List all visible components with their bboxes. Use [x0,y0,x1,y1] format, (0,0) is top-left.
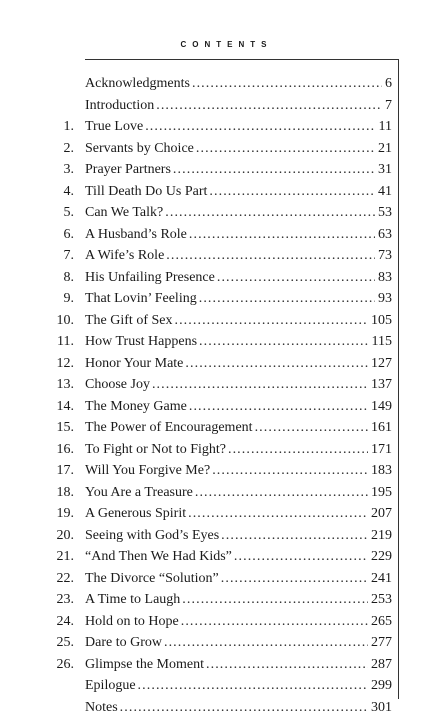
toc-line [85,73,392,95]
toc-line [85,116,392,138]
toc-line [85,632,392,654]
chapter-number: 26. [56,656,74,672]
page-number: 301 [371,699,392,715]
chapter-title: You Are a Treasure [85,484,193,500]
toc-line [85,224,392,246]
chapter-title: Notes [85,699,118,715]
dot-leader [182,589,368,611]
toc-entry [0,181,447,203]
dot-leader [188,503,368,525]
page-number: 31 [378,162,392,177]
toc-entry [0,482,447,504]
chapter-title: The Power of Encouragement [85,420,253,435]
page-number: 219 [371,527,392,543]
page-number: 21 [378,140,392,156]
chapter-title: The Money Game [85,398,187,414]
toc-entry [0,589,447,611]
dot-leader [217,267,375,289]
dot-leader [255,417,368,439]
toc-entry [0,439,447,461]
chapter-title: Till Death Do Us Part [85,183,208,199]
toc-line [85,460,392,482]
chapter-number: 6. [63,226,74,242]
page-number: 115 [371,334,392,349]
toc-line [85,589,392,611]
page-number: 229 [371,549,392,564]
page-number: 299 [371,678,392,693]
chapter-title: Prayer Partners [85,162,171,177]
page-number: 63 [378,226,392,242]
page-number: 53 [378,205,392,220]
dot-leader [173,159,375,181]
chapter-title: Glimpse the Moment [85,656,204,672]
chapter-title: Epilogue [85,678,136,693]
toc-line [85,568,392,590]
page-number: 287 [371,656,392,672]
dot-leader [156,95,382,117]
chapter-title: A Generous Spirit [85,506,187,521]
toc-line [85,181,392,203]
chapter-title: Can We Talk? [85,205,164,220]
page-number: 207 [371,506,392,521]
dot-leader [199,331,369,353]
toc-line [85,417,392,439]
toc-entry [0,503,447,525]
chapter-number: 22. [56,570,74,586]
chapter-title: A Time to Laugh [85,592,181,607]
chapter-title: True Love [85,119,144,134]
chapter-number: 11. [57,334,74,349]
page-number: 11 [378,119,392,134]
page-number: 195 [371,484,392,500]
toc-entry [0,697,447,719]
toc-line [85,396,392,418]
chapter-number: 1. [63,119,74,134]
dot-leader [189,396,368,418]
toc-entry [0,310,447,332]
toc-line [85,525,392,547]
dot-leader [199,288,375,310]
page-number: 253 [371,592,392,607]
dot-leader [209,181,375,203]
chapter-number: 19. [56,506,74,521]
toc-entry [0,374,447,396]
dot-leader [152,374,368,396]
chapter-number: 7. [63,248,74,263]
dot-leader [174,310,368,332]
toc-entry [0,675,447,697]
chapter-number: 4. [63,183,74,199]
toc-entry [0,116,447,138]
page-heading: CONTENTS [180,40,273,49]
chapter-number: 14. [56,398,74,414]
toc-entry [0,546,447,568]
page-number: 93 [378,291,392,306]
chapter-title: Acknowledgments [85,76,190,91]
chapter-number: 24. [56,613,74,629]
toc-line [85,288,392,310]
chapter-title: His Unfailing Presence [85,269,215,285]
dot-leader [221,525,368,547]
toc-line [85,611,392,633]
toc-entry [0,138,447,160]
toc-line [85,310,392,332]
page-number: 161 [371,420,392,435]
page-number: 149 [371,398,392,414]
page-number: 6 [385,76,392,91]
toc-entry [0,611,447,633]
chapter-title: “And Then We Had Kids” [85,549,232,564]
chapter-title: To Fight or Not to Fight? [85,441,226,457]
toc-line [85,353,392,375]
toc-line [85,697,392,719]
dot-leader [195,482,368,504]
toc-entry [0,288,447,310]
toc-line [85,503,392,525]
page-number: 137 [371,377,392,392]
page-number: 105 [371,312,392,328]
page-number: 41 [378,183,392,199]
page-number: 241 [371,570,392,586]
toc-line [85,482,392,504]
dot-leader [185,353,368,375]
chapter-number: 8. [63,269,74,285]
chapter-title: Seeing with God’s Eyes [85,527,220,543]
toc-line [85,138,392,160]
page-number: 183 [371,463,392,478]
chapter-title: Choose Joy [85,377,150,392]
chapter-title: A Wife’s Role [85,248,165,263]
table-of-contents [0,73,447,718]
chapter-number: 25. [56,635,74,650]
chapter-number: 23. [56,592,74,607]
dot-leader [206,654,368,676]
toc-line [85,245,392,267]
chapter-title: Honor Your Mate [85,355,184,371]
chapter-number: 3. [63,162,74,177]
dot-leader [189,224,375,246]
toc-line [85,374,392,396]
page-number: 265 [371,613,392,629]
dot-leader [165,202,375,224]
chapter-number: 2. [63,140,74,156]
toc-entry [0,396,447,418]
dot-leader [181,611,368,633]
page-number: 127 [371,355,392,371]
chapter-title: Hold on to Hope [85,613,179,629]
page-number: 83 [378,269,392,285]
chapter-title: How Trust Happens [85,334,198,349]
chapter-number: 5. [63,205,74,220]
toc-entry [0,417,447,439]
dot-leader [166,245,375,267]
chapter-title: Introduction [85,97,155,113]
toc-entry [0,267,447,289]
chapter-title: Servants by Choice [85,140,194,156]
dot-leader [234,546,368,568]
chapter-number: 9. [63,291,74,306]
chapter-title: That Lovin’ Feeling [85,291,197,306]
toc-line [85,95,392,117]
chapter-title: The Divorce “Solution” [85,570,219,586]
chapter-number: 15. [56,420,74,435]
toc-line [85,439,392,461]
toc-entry [0,353,447,375]
chapter-title: A Husband’s Role [85,226,187,242]
toc-line [85,546,392,568]
chapter-number: 17. [56,463,74,478]
chapter-number: 13. [56,377,74,392]
heading-rule [85,59,399,60]
chapter-number: 16. [56,441,74,457]
toc-entry [0,224,447,246]
dot-leader [196,138,375,160]
toc-entry [0,632,447,654]
dot-leader [164,632,368,654]
toc-entry [0,95,447,117]
dot-leader [138,675,368,697]
toc-entry [0,568,447,590]
toc-entry [0,245,447,267]
toc-entry [0,202,447,224]
toc-entry [0,460,447,482]
toc-line [85,267,392,289]
toc-line [85,202,392,224]
toc-entry [0,525,447,547]
toc-line [85,331,392,353]
chapter-number: 20. [56,527,74,543]
dot-leader [228,439,368,461]
chapter-title: The Gift of Sex [85,312,173,328]
dot-leader [212,460,368,482]
toc-entry [0,331,447,353]
page-number: 73 [378,248,392,263]
toc-entry [0,73,447,95]
page-number: 277 [371,635,392,650]
toc-line [85,159,392,181]
toc-line [85,654,392,676]
page-number: 171 [371,441,392,457]
chapter-title: Dare to Grow [85,635,162,650]
toc-entry [0,159,447,181]
toc-entry [0,654,447,676]
chapter-number: 12. [56,355,74,371]
dot-leader [120,697,368,719]
toc-line [85,675,392,697]
page-number: 7 [385,97,392,113]
dot-leader [145,116,375,138]
chapter-number: 18. [56,484,74,500]
dot-leader [192,73,382,95]
dot-leader [221,568,368,590]
chapter-title: Will You Forgive Me? [85,463,211,478]
chapter-number: 10. [56,312,74,328]
chapter-number: 21. [56,549,74,564]
